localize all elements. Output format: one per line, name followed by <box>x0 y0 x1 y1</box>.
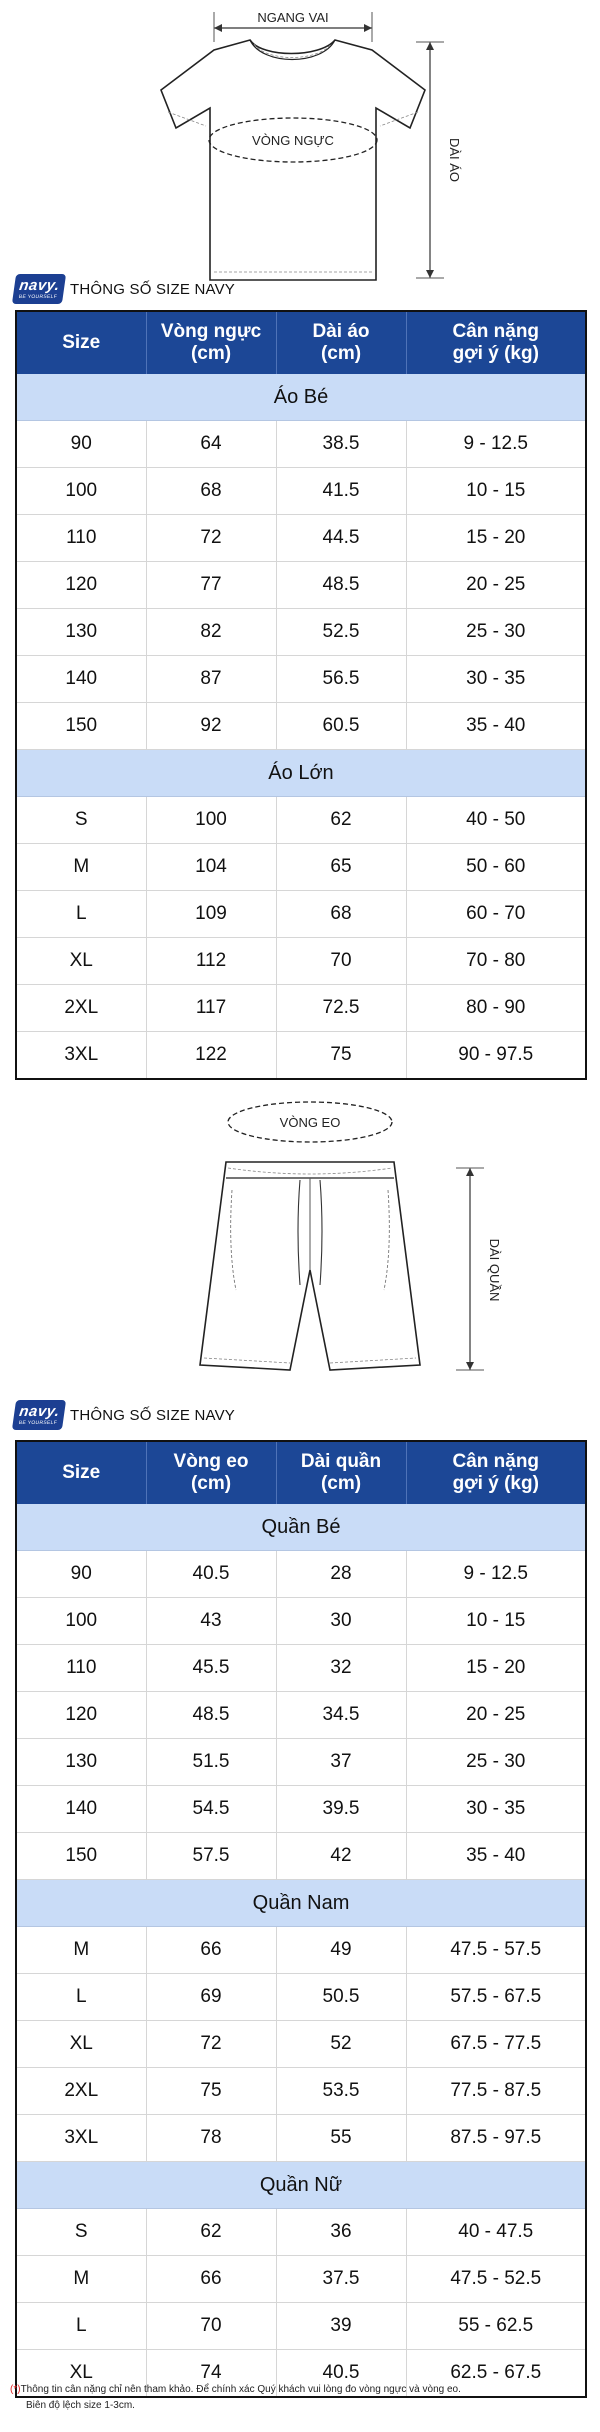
table-cell: 20 - 25 <box>406 1692 586 1739</box>
table-cell: 51.5 <box>146 1739 276 1786</box>
section-label: Áo Lớn <box>16 750 586 797</box>
tshirt-outline <box>161 40 425 280</box>
table-row <box>16 844 586 891</box>
table-cell: M <box>16 844 146 891</box>
table-cell: 25 - 30 <box>406 1739 586 1786</box>
top-table-title: THÔNG SỐ SIZE NAVY <box>70 280 236 298</box>
table-cell: 75 <box>146 2068 276 2115</box>
table-cell: 35 - 40 <box>406 703 586 750</box>
section-label: Quần Nam <box>16 1880 586 1927</box>
table-cell: 3XL <box>16 2115 146 2162</box>
table-row <box>16 1927 586 1974</box>
table-cell: 100 <box>146 797 276 844</box>
table-cell: 40 - 50 <box>406 797 586 844</box>
table-cell: L <box>16 891 146 938</box>
table-row <box>16 703 586 750</box>
table-row <box>16 1786 586 1833</box>
table-cell: 25 - 30 <box>406 609 586 656</box>
table-cell: 9 - 12.5 <box>406 421 586 468</box>
section-label: Quần Bé <box>16 1504 586 1551</box>
table-cell: 74 <box>146 2350 276 2398</box>
table-cell: 70 <box>146 2303 276 2350</box>
table-cell: 77 <box>146 562 276 609</box>
table-cell: 55 - 62.5 <box>406 2303 586 2350</box>
table-cell: 39.5 <box>276 1786 406 1833</box>
table-row <box>16 2115 586 2162</box>
table-cell: 62.5 - 67.5 <box>406 2350 586 2398</box>
table-cell: 122 <box>146 1032 276 1080</box>
table-cell: 34.5 <box>276 1692 406 1739</box>
table-cell: 48.5 <box>146 1692 276 1739</box>
table-cell: 150 <box>16 703 146 750</box>
bottom-table-title: THÔNG SỐ SIZE NAVY <box>70 1406 236 1424</box>
table-cell: 68 <box>146 468 276 515</box>
table-cell: 72.5 <box>276 985 406 1032</box>
table-cell: 10 - 15 <box>406 1598 586 1645</box>
table-cell: 62 <box>276 797 406 844</box>
table-cell: 57.5 <box>146 1833 276 1880</box>
table-row <box>16 609 586 656</box>
table-cell: 52 <box>276 2021 406 2068</box>
waist-label: VÒNG EO <box>279 1115 341 1130</box>
table-cell: 54.5 <box>146 1786 276 1833</box>
shorts-diagram <box>0 1080 600 1390</box>
table-row <box>16 1833 586 1880</box>
table-cell: 47.5 - 57.5 <box>406 1927 586 1974</box>
table-row <box>16 1645 586 1692</box>
top-table-brand-row <box>14 272 235 306</box>
section-row <box>16 750 586 797</box>
table-cell: 48.5 <box>276 562 406 609</box>
table-cell: XL <box>16 2350 146 2398</box>
table-row <box>16 1974 586 2021</box>
table-cell: XL <box>16 2021 146 2068</box>
table-cell: 52.5 <box>276 609 406 656</box>
table-cell: M <box>16 1927 146 1974</box>
top-size-table <box>15 310 587 1080</box>
table-cell: 117 <box>146 985 276 1032</box>
table-cell: 35 - 40 <box>406 1833 586 1880</box>
table-row <box>16 1551 586 1598</box>
table-cell: 90 - 97.5 <box>406 1032 586 1080</box>
table-cell: 66 <box>146 1927 276 1974</box>
table-cell: 2XL <box>16 2068 146 2115</box>
table-row <box>16 515 586 562</box>
table-row <box>16 1739 586 1786</box>
table-row <box>16 2068 586 2115</box>
header-pants-length: Dài quần (cm) <box>276 1441 406 1504</box>
table-row <box>16 797 586 844</box>
section-label: Quần Nữ <box>16 2162 586 2209</box>
table-cell: 50 - 60 <box>406 844 586 891</box>
table-cell: 109 <box>146 891 276 938</box>
table-cell: 110 <box>16 1645 146 1692</box>
table-cell: 92 <box>146 703 276 750</box>
table-cell: 45.5 <box>146 1645 276 1692</box>
table-row <box>16 468 586 515</box>
table-row <box>16 1032 586 1080</box>
header-weight: Cân nặng gợi ý (kg) <box>406 311 586 374</box>
footnote <box>10 2382 590 2414</box>
bottom-size-table <box>15 1440 587 2398</box>
table-cell: 9 - 12.5 <box>406 1551 586 1598</box>
table-cell: 15 - 20 <box>406 1645 586 1692</box>
table-cell: 140 <box>16 656 146 703</box>
header-shirt-length: Dài áo (cm) <box>276 311 406 374</box>
section-row <box>16 1504 586 1551</box>
table-cell: M <box>16 2256 146 2303</box>
table-row <box>16 562 586 609</box>
table-cell: 90 <box>16 1551 146 1598</box>
shirt-diagram <box>0 0 600 290</box>
header-waist: Vòng eo (cm) <box>146 1441 276 1504</box>
table-cell: 49 <box>276 1927 406 1974</box>
table-row <box>16 891 586 938</box>
table-row <box>16 2021 586 2068</box>
header-size: Size <box>16 311 146 374</box>
table-cell: L <box>16 1974 146 2021</box>
table-cell: 47.5 - 52.5 <box>406 2256 586 2303</box>
table-row <box>16 656 586 703</box>
table-cell: 30 <box>276 1598 406 1645</box>
table-cell: 78 <box>146 2115 276 2162</box>
table-cell: 39 <box>276 2303 406 2350</box>
table-cell: 100 <box>16 468 146 515</box>
table-cell: 65 <box>276 844 406 891</box>
table-row <box>16 421 586 468</box>
table-cell: 130 <box>16 1739 146 1786</box>
table-cell: 42 <box>276 1833 406 1880</box>
table-cell: 87 <box>146 656 276 703</box>
table-cell: 130 <box>16 609 146 656</box>
table-cell: 68 <box>276 891 406 938</box>
header-chest: Vòng ngực (cm) <box>146 311 276 374</box>
navy-logo: navy. BE YOURSELF <box>12 1400 66 1430</box>
table-cell: 44.5 <box>276 515 406 562</box>
table-cell: 72 <box>146 515 276 562</box>
table-cell: 70 <box>276 938 406 985</box>
chest-label: VÒNG NGỰC <box>252 133 334 148</box>
table-cell: 100 <box>16 1598 146 1645</box>
table-cell: 75 <box>276 1032 406 1080</box>
table-cell: 66 <box>146 2256 276 2303</box>
table-cell: 15 - 20 <box>406 515 586 562</box>
bottom-table-header <box>16 1441 586 1504</box>
table-cell: 140 <box>16 1786 146 1833</box>
bottom-table-brand-row <box>14 1398 235 1432</box>
table-cell: 10 - 15 <box>406 468 586 515</box>
table-cell: 80 - 90 <box>406 985 586 1032</box>
table-row <box>16 938 586 985</box>
table-cell: 60.5 <box>276 703 406 750</box>
table-cell: 3XL <box>16 1032 146 1080</box>
table-cell: 56.5 <box>276 656 406 703</box>
table-row <box>16 2209 586 2256</box>
section-row <box>16 374 586 421</box>
table-cell: 37.5 <box>276 2256 406 2303</box>
footnote-line1: Thông tin cân nặng chỉ nên tham khảo. Để chính xác Quý khách vui lòng đo vòng ngực và vòng eo. <box>20 2384 461 2395</box>
table-cell: 150 <box>16 1833 146 1880</box>
table-cell: 50.5 <box>276 1974 406 2021</box>
footnote-line2: Biên độ lệch size 1-3cm. <box>26 2400 135 2411</box>
header-weight: Cân nặng gợi ý (kg) <box>406 1441 586 1504</box>
navy-logo: navy. BE YOURSELF <box>12 274 66 304</box>
table-cell: 90 <box>16 421 146 468</box>
table-cell: 30 - 35 <box>406 1786 586 1833</box>
table-cell: 38.5 <box>276 421 406 468</box>
table-cell: 2XL <box>16 985 146 1032</box>
table-row <box>16 2256 586 2303</box>
table-cell: 32 <box>276 1645 406 1692</box>
table-cell: 112 <box>146 938 276 985</box>
table-cell: XL <box>16 938 146 985</box>
table-cell: 87.5 - 97.5 <box>406 2115 586 2162</box>
table-cell: 57.5 - 67.5 <box>406 1974 586 2021</box>
table-cell: 60 - 70 <box>406 891 586 938</box>
table-cell: 55 <box>276 2115 406 2162</box>
table-cell: 70 - 80 <box>406 938 586 985</box>
table-cell: 37 <box>276 1739 406 1786</box>
table-cell: 64 <box>146 421 276 468</box>
table-row <box>16 2303 586 2350</box>
table-cell: 77.5 - 87.5 <box>406 2068 586 2115</box>
table-cell: 72 <box>146 2021 276 2068</box>
table-cell: 36 <box>276 2209 406 2256</box>
table-cell: 53.5 <box>276 2068 406 2115</box>
section-row <box>16 2162 586 2209</box>
table-cell: 82 <box>146 609 276 656</box>
table-cell: 40.5 <box>276 2350 406 2398</box>
table-cell: 40.5 <box>146 1551 276 1598</box>
table-cell: 30 - 35 <box>406 656 586 703</box>
table-cell: 120 <box>16 1692 146 1739</box>
top-table-header <box>16 311 586 374</box>
shirt-length-label: DÀI ÁO <box>447 137 462 183</box>
table-cell: S <box>16 797 146 844</box>
table-row <box>16 985 586 1032</box>
table-cell: 67.5 - 77.5 <box>406 2021 586 2068</box>
table-cell: 40 - 47.5 <box>406 2209 586 2256</box>
table-row <box>16 1598 586 1645</box>
table-cell: 62 <box>146 2209 276 2256</box>
section-label: Áo Bé <box>16 374 586 421</box>
table-cell: 41.5 <box>276 468 406 515</box>
table-cell: 120 <box>16 562 146 609</box>
table-cell: L <box>16 2303 146 2350</box>
table-cell: 104 <box>146 844 276 891</box>
table-cell: 110 <box>16 515 146 562</box>
section-row <box>16 1880 586 1927</box>
shorts-length-label: DÀI QUẦN <box>487 1238 502 1302</box>
shoulder-label: NGANG VAI <box>257 10 329 25</box>
footnote-mark: (*) <box>10 2384 21 2395</box>
table-cell: 20 - 25 <box>406 562 586 609</box>
table-row <box>16 1692 586 1739</box>
table-cell: S <box>16 2209 146 2256</box>
table-cell: 43 <box>146 1598 276 1645</box>
table-cell: 28 <box>276 1551 406 1598</box>
table-cell: 69 <box>146 1974 276 2021</box>
header-size: Size <box>16 1441 146 1504</box>
